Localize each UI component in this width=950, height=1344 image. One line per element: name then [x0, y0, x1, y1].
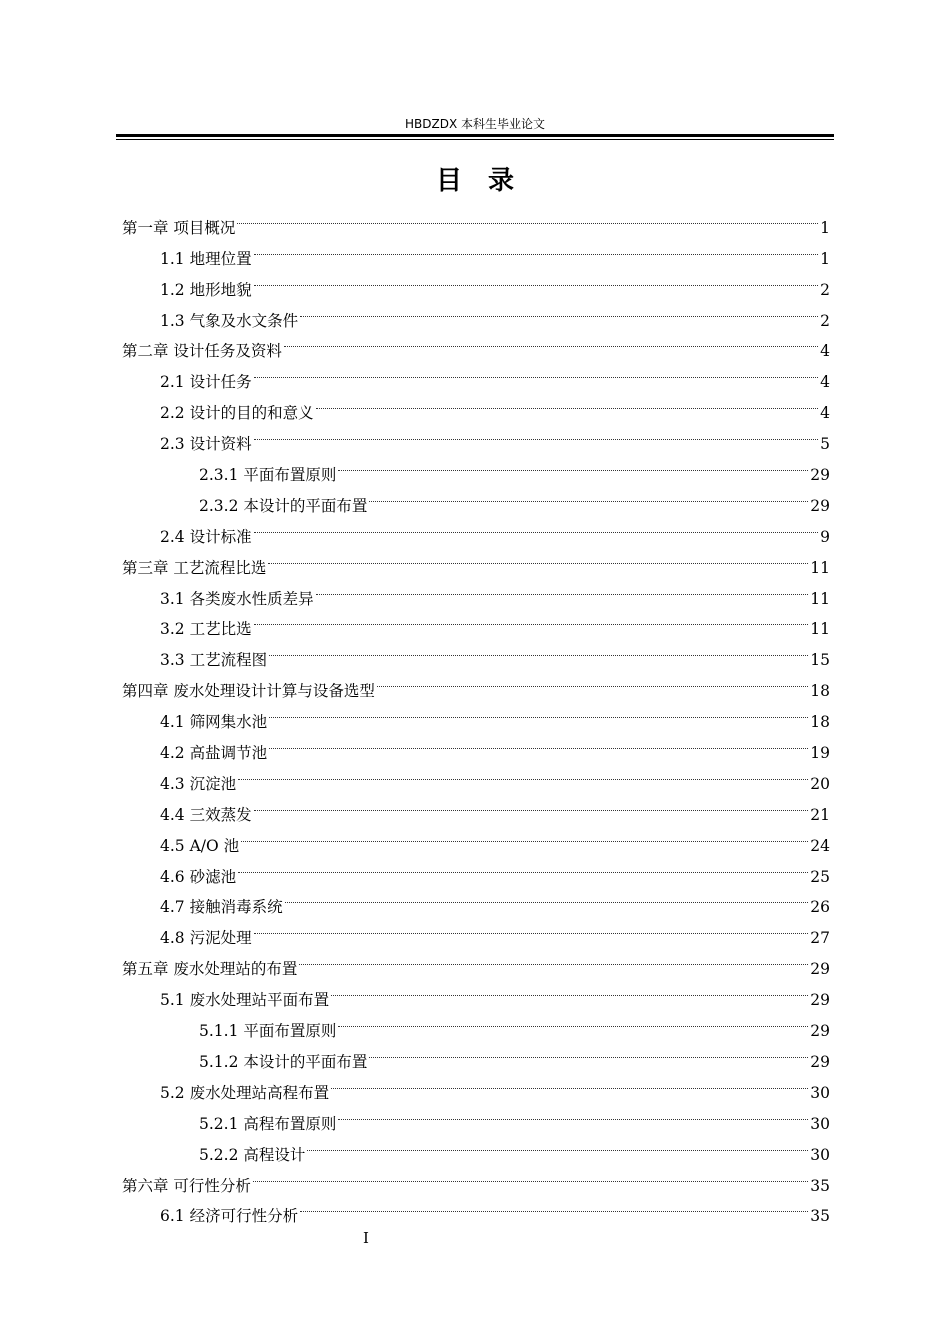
toc-dot-leader — [369, 480, 808, 511]
header-rule-thin — [116, 139, 834, 140]
toc-dot-leader — [254, 789, 809, 820]
toc-entry-page: 29 — [810, 1052, 830, 1071]
toc-entry-label: 4.5 A/O 池 — [160, 836, 240, 855]
toc-entry-label: 5.2 废水处理站高程布置 — [160, 1083, 330, 1102]
toc-entry-label: 第六章 可行性分析 — [122, 1176, 251, 1195]
toc-entry-label: 4.7 接触消毒系统 — [160, 898, 283, 917]
toc-entry-page: 15 — [810, 651, 830, 670]
toc-dot-leader — [269, 727, 808, 758]
toc-entry-page: 4 — [820, 404, 830, 423]
toc-entry-page: 21 — [810, 805, 830, 824]
toc-entry-label: 4.3 沉淀池 — [160, 774, 237, 793]
toc-entry-label: 2.4 设计标准 — [160, 527, 252, 546]
toc-dot-leader — [285, 882, 809, 913]
toc-dot-leader — [238, 758, 808, 789]
toc-dot-leader — [307, 1129, 808, 1160]
toc-entry-label: 4.6 砂滤池 — [160, 867, 237, 886]
toc-dot-leader — [377, 665, 808, 696]
toc-entry-label: 2.3.1 平面布置原则 — [199, 466, 337, 485]
toc-entry-label: 5.1 废水处理站平面布置 — [160, 991, 330, 1010]
toc-entry-page: 4 — [820, 373, 830, 392]
toc-entry-page: 24 — [810, 836, 830, 855]
toc-entry-page: 30 — [810, 1114, 830, 1133]
toc-entry-page: 18 — [810, 713, 830, 732]
toc-entry-page: 29 — [810, 991, 830, 1010]
toc-entry-label: 5.1.2 本设计的平面布置 — [199, 1052, 368, 1071]
toc-entry-page: 2 — [820, 311, 830, 330]
toc-dot-leader — [254, 912, 809, 943]
toc-entry-label: 1.3 气象及水文条件 — [160, 311, 299, 330]
toc-entry-page: 35 — [810, 1176, 830, 1195]
toc-entry-page: 11 — [810, 620, 830, 639]
toc-entry-page: 1 — [820, 249, 830, 268]
toc-dot-leader — [316, 573, 809, 604]
toc-dot-leader — [300, 1191, 808, 1222]
toc-entry-label: 4.8 污泥处理 — [160, 929, 252, 948]
toc-dot-leader — [269, 696, 808, 727]
toc-dot-leader — [331, 1067, 808, 1098]
toc-entry-page: 29 — [810, 1022, 830, 1041]
toc-entry-label: 3.1 各类废水性质差异 — [160, 589, 314, 608]
toc-dot-leader — [300, 295, 818, 326]
toc-entry-page: 18 — [810, 682, 830, 701]
toc-entry-page: 25 — [810, 867, 830, 886]
toc-entry-label: 6.1 经济可行性分析 — [160, 1207, 299, 1226]
toc-entry-page: 29 — [810, 960, 830, 979]
toc-dot-leader — [338, 1005, 808, 1036]
page-header: HBDZDX 本科生毕业论文 — [405, 117, 545, 131]
toc-dot-leader — [284, 326, 818, 357]
toc-dot-leader — [369, 1036, 808, 1067]
toc-dot-leader — [254, 511, 819, 542]
toc-dot-leader — [253, 1160, 808, 1191]
toc-entry-page: 26 — [810, 898, 830, 917]
toc-entry-label: 1.2 地形地貌 — [160, 280, 252, 299]
toc-entry-label: 5.1.1 平面布置原则 — [199, 1022, 337, 1041]
toc-dot-leader — [238, 851, 808, 882]
toc-dot-leader — [338, 1098, 808, 1129]
toc-entry-page: 29 — [810, 496, 830, 515]
toc-entry-page: 11 — [810, 589, 830, 608]
toc-entry-page: 5 — [820, 435, 830, 454]
toc-entry-page: 29 — [810, 466, 830, 485]
toc-entry-label: 2.1 设计任务 — [160, 373, 252, 392]
toc-entry-page: 2 — [820, 280, 830, 299]
toc-entry-label: 4.2 高盐调节池 — [160, 744, 268, 763]
toc-entry-label: 3.2 工艺比选 — [160, 620, 252, 639]
toc-entry-page: 19 — [810, 744, 830, 763]
toc-dot-leader — [338, 449, 808, 480]
toc-entry-label: 3.3 工艺流程图 — [160, 651, 268, 670]
toc-entry-page: 20 — [810, 774, 830, 793]
toc-entry-label: 4.4 三效蒸发 — [160, 805, 252, 824]
toc-entry-page: 30 — [810, 1145, 830, 1164]
toc-entry-label: 2.3.2 本设计的平面布置 — [199, 496, 368, 515]
toc-entry[interactable] — [122, 202, 830, 237]
toc-entry-label: 5.2.1 高程布置原则 — [199, 1114, 337, 1133]
toc-entry-page: 1 — [820, 218, 830, 237]
toc-dot-leader — [254, 418, 819, 449]
toc-title: 目录 — [435, 166, 540, 196]
toc-dot-leader — [254, 356, 819, 387]
toc-dot-leader — [254, 604, 809, 635]
page-number: I — [363, 1229, 369, 1247]
toc-dot-leader — [268, 542, 808, 573]
toc-dot-leader — [299, 943, 808, 974]
table-of-contents — [122, 202, 830, 1226]
toc-entry-label: 第三章 工艺流程比选 — [122, 558, 267, 577]
toc-entry-page: 4 — [820, 342, 830, 361]
toc-entry-label: 2.2 设计的目的和意义 — [160, 404, 314, 423]
toc-entry-page: 11 — [810, 558, 830, 577]
toc-dot-leader — [254, 264, 819, 295]
toc-entry-label: 4.1 筛网集水池 — [160, 713, 268, 732]
toc-dot-leader — [331, 974, 808, 1005]
toc-entry-page: 9 — [820, 527, 830, 546]
toc-entry-label: 第二章 设计任务及资料 — [122, 342, 282, 361]
toc-entry-label: 5.2.2 高程设计 — [199, 1145, 306, 1164]
header-rule-thick — [116, 134, 834, 137]
toc-entry-page: 35 — [810, 1207, 830, 1226]
toc-dot-leader — [241, 820, 808, 851]
toc-entry-label: 第五章 废水处理站的布置 — [122, 960, 298, 979]
toc-entry-page: 27 — [810, 929, 830, 948]
toc-entry-label: 1.1 地理位置 — [160, 249, 252, 268]
toc-entry-page: 30 — [810, 1083, 830, 1102]
toc-entry-label: 2.3 设计资料 — [160, 435, 252, 454]
toc-dot-leader — [254, 233, 819, 264]
toc-entry-label: 第一章 项目概况 — [122, 218, 236, 237]
toc-dot-leader — [269, 634, 808, 665]
toc-dot-leader — [237, 202, 818, 233]
toc-dot-leader — [316, 387, 819, 418]
toc-entry-label: 第四章 废水处理设计计算与设备选型 — [122, 682, 375, 701]
